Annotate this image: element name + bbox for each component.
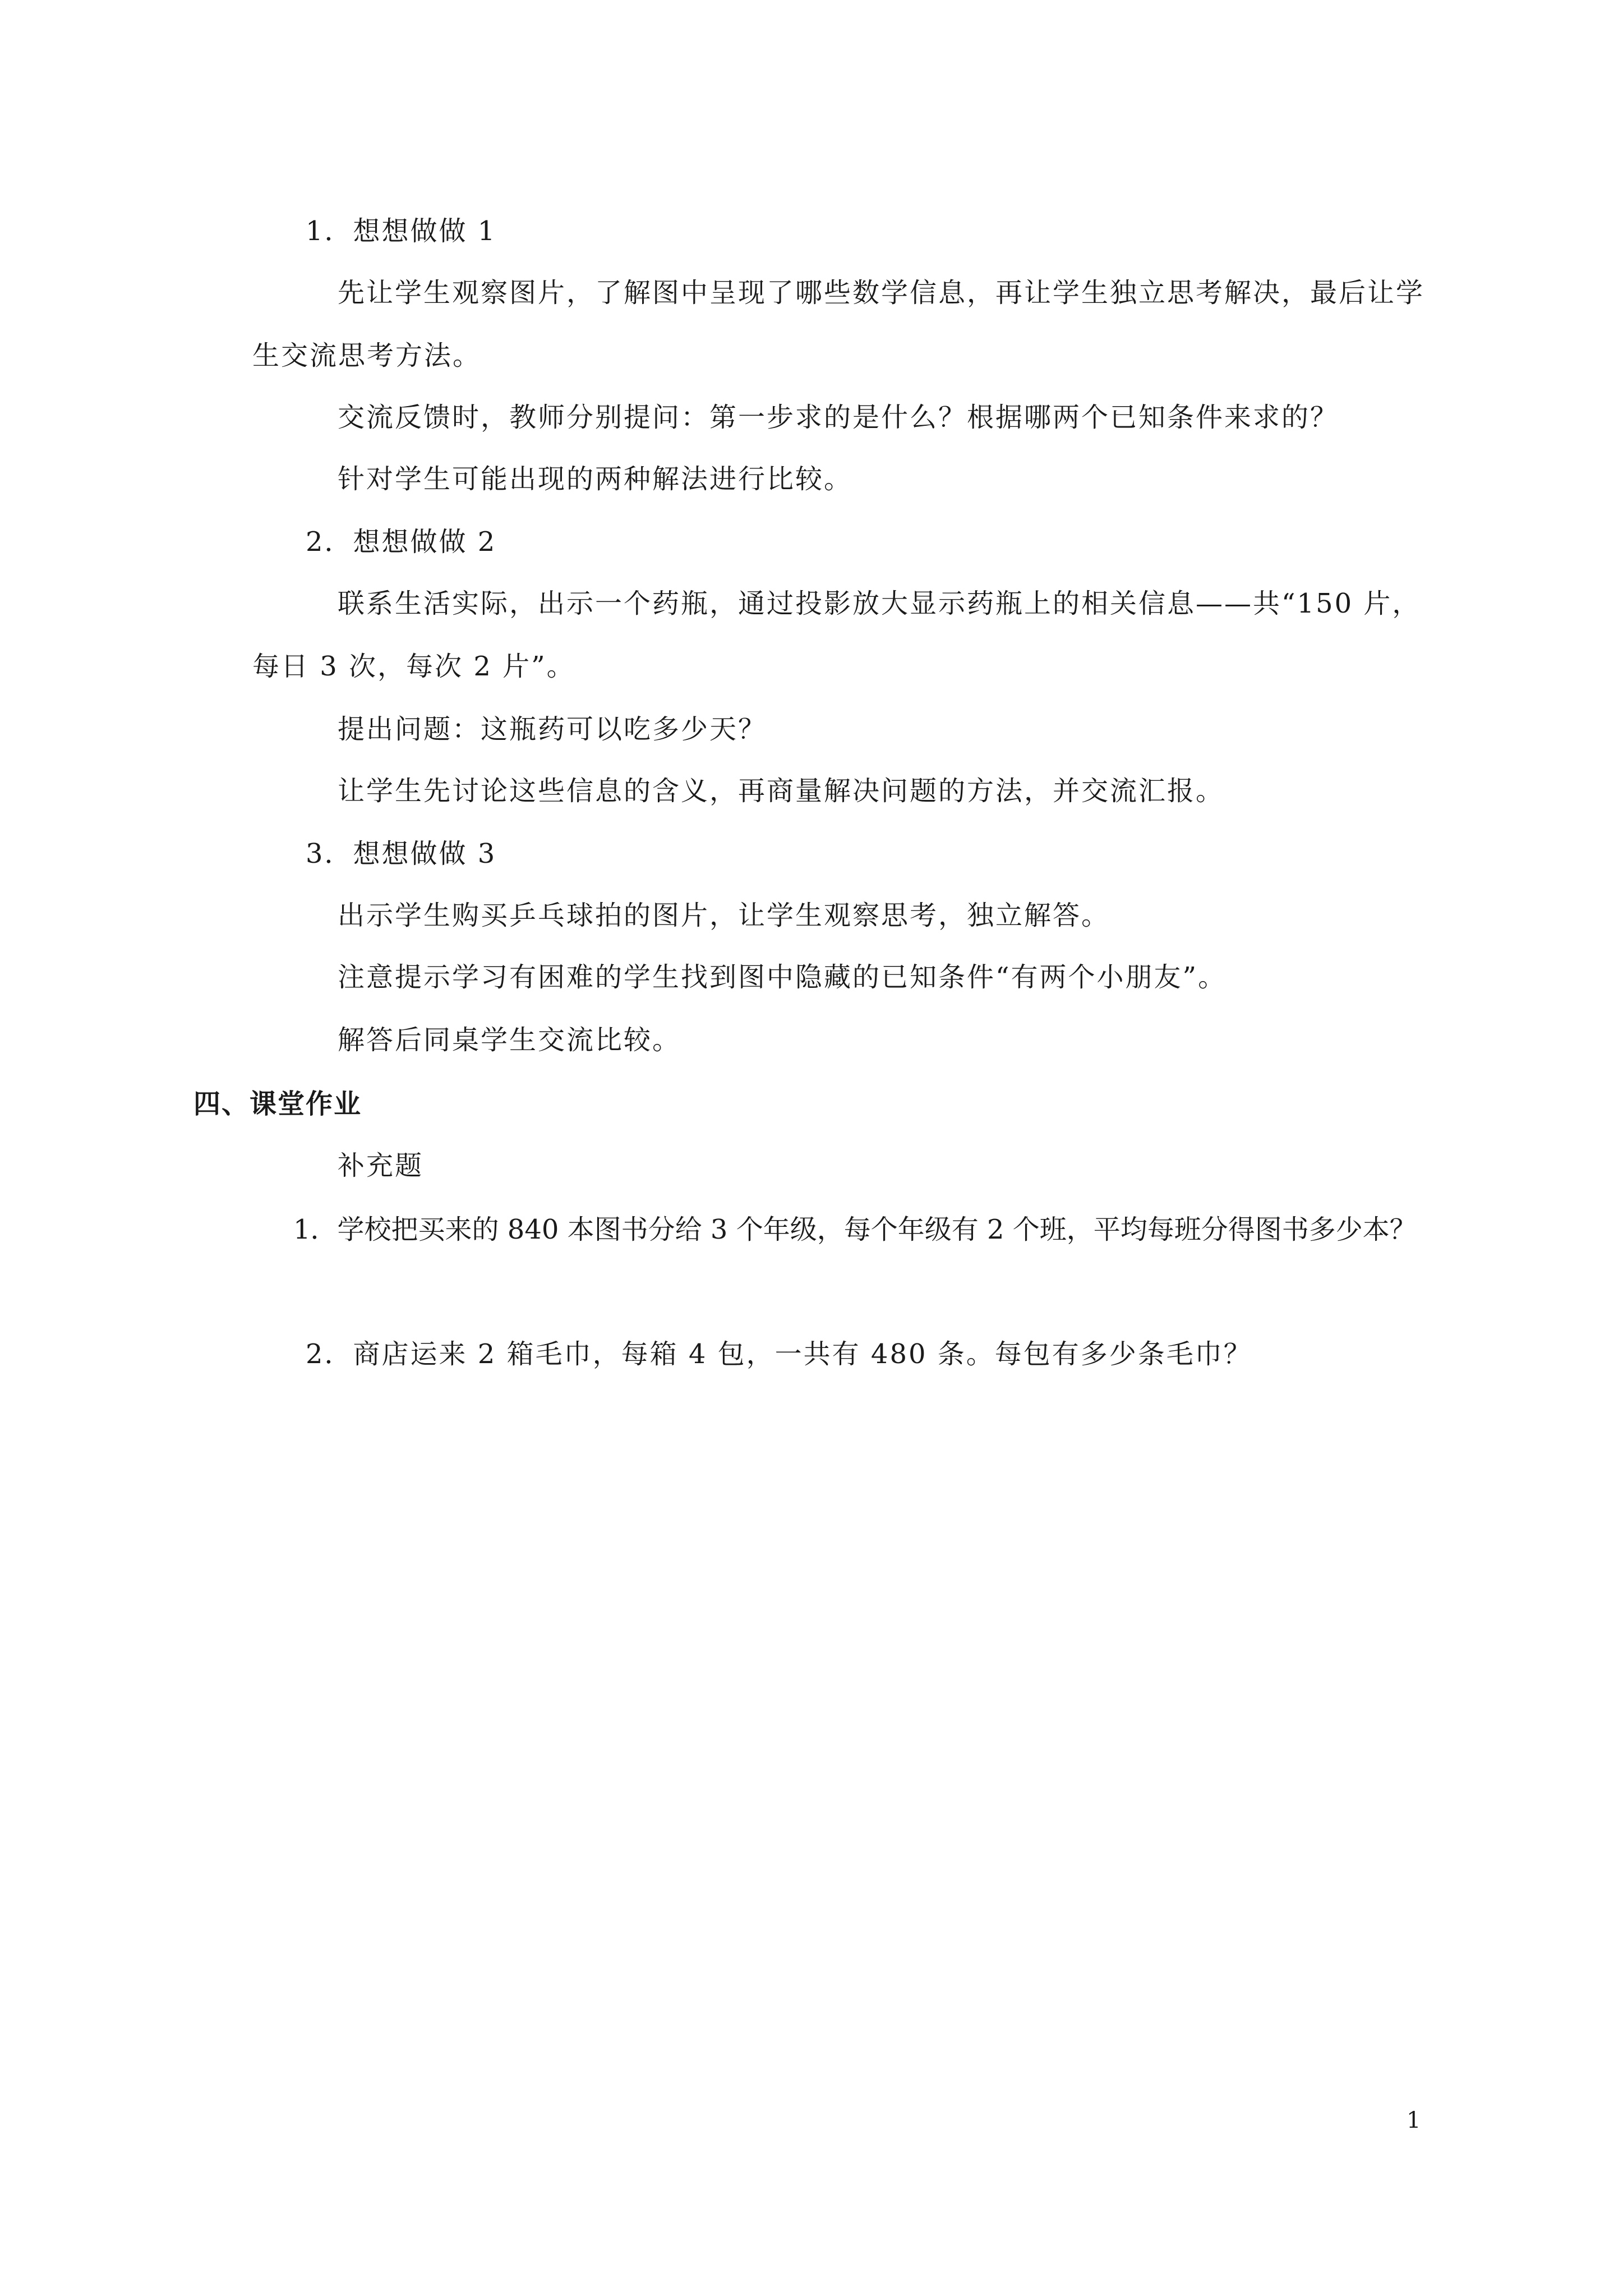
exercise-1-paragraph: 先让学生观察图片，了解图中呈现了哪些数学信息，再让学生独立思考解决，最后让学 bbox=[338, 277, 1425, 309]
exercise-3-paragraph: 出示学生购买乒乓球拍的图片，让学生观察思考，独立解答。 bbox=[338, 900, 1110, 931]
exercise-2-title: 2．想想做做 2 bbox=[306, 526, 497, 558]
exercise-2-paragraph: 联系生活实际，出示一个药瓶，通过投影放大显示药瓶上的相关信息——共“150 片， bbox=[338, 588, 1421, 619]
exercise-3-review: 解答后同桌学生交流比较。 bbox=[338, 1024, 681, 1056]
exercise-1-paragraph-cont: 生交流思考方法。 bbox=[252, 340, 482, 371]
page-number: 1 bbox=[1407, 2108, 1421, 2133]
exercise-2-paragraph-cont: 每日 3 次，每次 2 片”。 bbox=[252, 651, 575, 682]
exercise-2-question: 提出问题：这瓶药可以吃多少天？ bbox=[338, 714, 767, 745]
exercise-3-title: 3．想想做做 3 bbox=[306, 838, 497, 869]
exercise-1-title: 1．想想做做 1 bbox=[306, 215, 497, 247]
question-2: 2．商店运来 2 箱毛巾，每箱 4 包，一共有 480 条。每包有多少条毛巾？ bbox=[306, 1338, 1252, 1370]
exercise-1-feedback: 交流反馈时，教师分别提问：第一步求的是什么？根据哪两个已知条件来求的？ bbox=[338, 402, 1339, 433]
exercise-3-hint: 注意提示学习有困难的学生找到图中隐藏的已知条件“有两个小朋友”。 bbox=[338, 961, 1227, 993]
exercise-2-discussion: 让学生先讨论这些信息的含义，再商量解决问题的方法，并交流汇报。 bbox=[338, 775, 1225, 807]
exercise-1-comparison: 针对学生可能出现的两种解法进行比较。 bbox=[338, 463, 853, 495]
section-heading: 四、课堂作业 bbox=[193, 1088, 362, 1120]
supplementary-label: 补充题 bbox=[338, 1150, 424, 1181]
question-1: 1．学校把买来的 840 本图书分给 3 个年级，每个年级有 2 个班，平均每班分得图书多少本？ bbox=[293, 1214, 1417, 1245]
